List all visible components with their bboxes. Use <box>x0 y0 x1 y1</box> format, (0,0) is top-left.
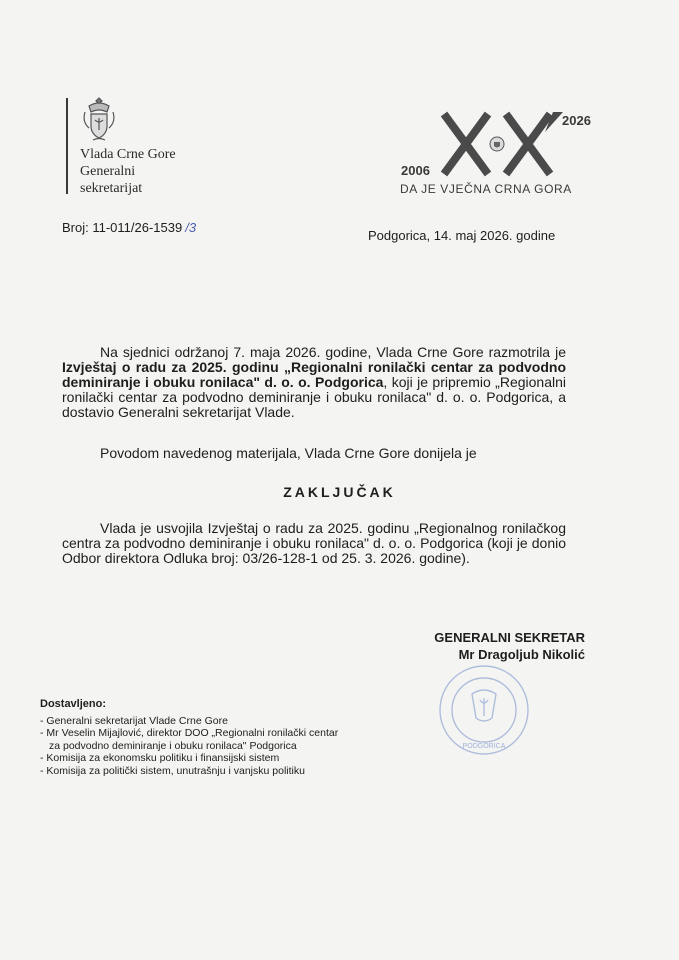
handwritten-mark: /3 <box>185 220 197 235</box>
reference-number-text: Broj: 11-011/26-1539 <box>62 220 183 235</box>
signature-role: GENERALNI SEKRETAR <box>434 630 585 645</box>
document-date: Podgorica, 14. maj 2026. godine <box>368 228 556 243</box>
government-name <box>80 146 176 197</box>
reference-number <box>62 220 196 235</box>
paragraph-1-intro: Na sjednici održanoj 7. maja 2026. godine, Vlada Crne Gore razmotrila je <box>100 344 566 360</box>
logo-year-left: 2006 <box>401 163 430 178</box>
official-stamp-icon <box>436 660 532 760</box>
distribution-item: - Komisija za politički sistem, unutrašnju i vanjsku politiku <box>40 765 338 778</box>
logo-year-right: 2026 <box>562 113 591 128</box>
gov-line-3: sekretarijat <box>80 181 143 196</box>
distribution-item: - Generalni sekretarijat Vlade Crne Gore <box>40 715 338 728</box>
distribution-item: - Mr Veselin Mijajlović, direktor DOO „Regionalni ronilački centar <box>40 727 338 740</box>
coat-of-arms-icon <box>80 94 118 144</box>
paragraph-2: Povodom navedenog materijala, Vlada Crne Gore donijela je <box>100 445 477 461</box>
signature-block <box>380 629 585 663</box>
paragraph-1 <box>62 345 566 420</box>
paragraph-1-subject: Izvještaj o radu za 2025. godinu „Regionalni ronilački centar za podvodno deminiranje i obuku ronilaca" d. o. o. Podgorica <box>62 359 566 390</box>
stamp-text: PODGORICA <box>462 743 506 750</box>
distribution-items <box>40 715 338 778</box>
distribution-heading: Dostavljeno: <box>40 698 107 710</box>
distribution-item: - Komisija za ekonomsku politiku i finansijski sistem <box>40 752 338 765</box>
header-divider <box>66 98 68 194</box>
gov-line-1: Vlada Crne Gore <box>80 147 176 162</box>
paragraph-3: Vlada je usvojila Izvještaj o radu za 2025. godinu „Regionalnog ronilačkog centra za podvodno deminiranje i obuku ronilaca" d. o. o. Podgorica (koji je donio Odbor direktora Odluka broj: 03/26-128-1 od 25. 3. 2026. godine). <box>62 520 566 566</box>
paragraph-1-rest: , koji je pripremio „Regionalni ronilački centar za podvodno deminiranje i obuku ronilaca" d. o. o. Podgorica, a dostavio Generalni sekretarijat Vlade. <box>62 374 566 420</box>
signature-name: Mr Dragoljub Nikolić <box>458 647 585 662</box>
gov-line-2: Generalni <box>80 164 136 179</box>
distribution-item-continuation: za podvodno deminiranje i obuku ronilaca" Podgorica <box>49 739 297 752</box>
conclusion-title: ZAKLJUČAK <box>283 484 396 500</box>
logo-tagline: DA JE VJEČNA CRNA GORA <box>400 182 572 196</box>
distribution-list <box>40 698 338 777</box>
